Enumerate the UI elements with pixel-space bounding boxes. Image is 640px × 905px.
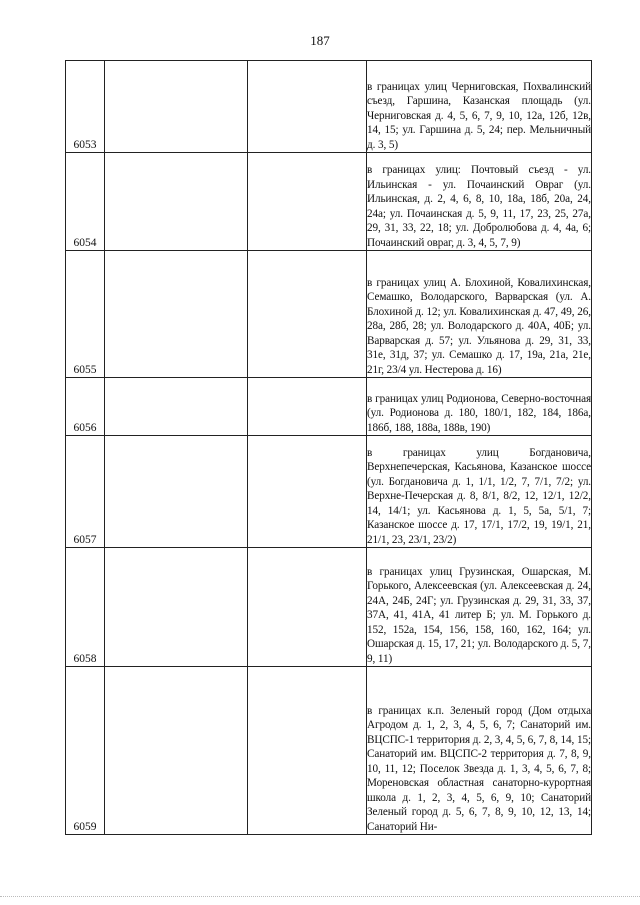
table-row bbox=[66, 251, 592, 378]
row-number: 6059 bbox=[66, 667, 105, 835]
address-description: в границах улиц Родионова, Северно-восточная (ул. Родионова д. 180, 180/1, 182, 184, 186а, 186б, 188, 188а, 188в, 190) bbox=[367, 378, 592, 436]
page-number: 187 bbox=[310, 33, 330, 48]
empty-cell bbox=[248, 378, 367, 436]
table-row bbox=[66, 436, 592, 548]
address-description: в границах улиц А. Блохиной, Ковалихинская, Семашко, Володарского, Варварская (ул. А. Блохиной д. 12; ул. Ковалихинская д. 47, 49, 26, 28а, 28б, 28; ул. Володарского д. 40А, 40Б; ул. Варварская д. 57; ул. Ульянова д. 29, 31, 33, 31е, 31д, 37; ул. Семашко д. 17, 19а, 21а, 21е, 21г, 23/4 ул. Нестерова д. 16) bbox=[367, 251, 592, 378]
row-number: 6057 bbox=[66, 436, 105, 548]
empty-cell bbox=[105, 378, 248, 436]
empty-cell bbox=[248, 667, 367, 835]
table-row bbox=[66, 548, 592, 667]
empty-cell bbox=[105, 153, 248, 251]
row-number: 6058 bbox=[66, 548, 105, 667]
empty-cell bbox=[248, 153, 367, 251]
empty-cell bbox=[105, 436, 248, 548]
table-row bbox=[66, 153, 592, 251]
empty-cell bbox=[105, 667, 248, 835]
empty-cell bbox=[248, 548, 367, 667]
scan-edge-divider bbox=[0, 896, 640, 898]
empty-cell bbox=[248, 61, 367, 153]
address-description: в границах улиц Богдановича, Верхнепечерская, Касьянова, Казанское шоссе (ул. Богдановича д. 1, 1/1, 1/2, 7, 7/1, 7/2; ул. Верхне-Печерская д. 8, 8/1, 8/2, 12, 12/1, 12/2, 14, 14/1; ул. Касьянова д. 1, 5, 5а, 5/1, 7; Казанское шоссе д. 17, 17/1, 17/2, 19, 19/1, 21, 21/1, 23, 23/1, 23/2) bbox=[367, 436, 592, 548]
table-row bbox=[66, 378, 592, 436]
precinct-table bbox=[65, 60, 592, 835]
table-body bbox=[66, 61, 592, 835]
address-description: в границах улиц Грузинская, Ошарская, М. Горького, Алексеевская (ул. Алексеевская д. 24, 24А, 24Б, 24Г; ул. Грузинская д. 29, 31, 33, 37, 37А, 41, 41А, 41 литер Б; ул. М. Горького д. 152, 152а, 154, 156, 158, 160, 162, 164; ул. Ошарская д. 15, 17, 21; ул. Володарского д. 5, 7, 9, 11) bbox=[367, 548, 592, 667]
row-number: 6055 bbox=[66, 251, 105, 378]
table-row bbox=[66, 667, 592, 835]
empty-cell bbox=[248, 251, 367, 378]
empty-cell bbox=[248, 436, 367, 548]
address-description: в границах улиц: Почтовый съезд - ул. Ильинская - ул. Почаинский Овраг (ул. Ильинская, д. 2, 4, 6, 8, 10, 18а, 18б, 20а, 24, 24а; ул. Почаинская д. 5, 9, 11, 17, 23, 25, 27а, 29, 31, 33, 22, 18; ул. Добролюбова д. 4, 4а, 6; Почаинский овраг, д. 3, 4, 5, 7, 9) bbox=[367, 153, 592, 251]
empty-cell bbox=[105, 548, 248, 667]
table-row bbox=[66, 61, 592, 153]
empty-cell bbox=[105, 61, 248, 153]
row-number: 6054 bbox=[66, 153, 105, 251]
row-number: 6056 bbox=[66, 378, 105, 436]
address-description: в границах к.п. Зеленый город (Дом отдыха Агродом д. 1, 2, 3, 4, 5, 6, 7; Санаторий им. ВЦСПС-1 территория д. 2, 3, 4, 5, 6, 7, 8, 14, 15; Санаторий им. ВЦСПС-2 территория д. 7, 8, 9, 10, 11, 12; Поселок Звезда д. 1, 3, 4, 5, 6, 7, 8; Мореновская областная санаторно-курортная школа д. 1, 2, 3, 4, 5, 6, 9, 10; Санаторий Зеленый город д. 5, 6, 7, 8, 9, 10, 12, 13, 14; Санаторий Ни- bbox=[367, 667, 592, 835]
address-description: в границах улиц Черниговская, Похвалинский съезд, Гаршина, Казанская площадь (ул. Черниговская д. 4, 5, 6, 7, 9, 10, 12а, 12б, 12в, 14, 15; ул. Гаршина д. 5, 24; пер. Мельничный д. 3, 5) bbox=[367, 61, 592, 153]
row-number: 6053 bbox=[66, 61, 105, 153]
empty-cell bbox=[105, 251, 248, 378]
